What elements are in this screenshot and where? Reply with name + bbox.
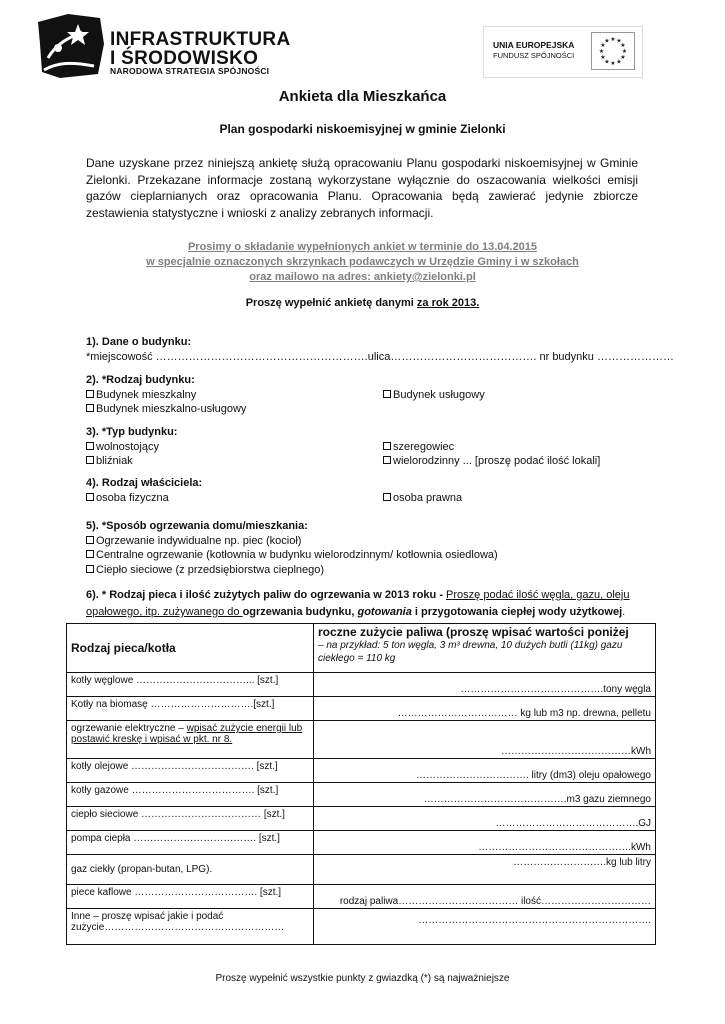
page-title: Ankieta dla Mieszkańca (278, 88, 447, 105)
logo-eu (483, 26, 643, 78)
notice-line1: Prosimy o składanie wypełnionych ankiet w terminie do 13.04.2015 (187, 241, 538, 253)
table-row (67, 783, 656, 807)
q4-heading: 4). Rodzaj właściciela: (86, 477, 203, 489)
q3-option-multi-family[interactable]: wielorodzinny ... [proszę podać ilość lokali] (383, 454, 600, 469)
svg-text:★: ★ (604, 37, 610, 45)
svg-text:★: ★ (600, 42, 606, 49)
q5-heading: 5). *Sposób ogrzewania domu/mieszkania: (86, 520, 308, 532)
furnace-heat-pump: pompa ciepła ………………………………. [szt.] (67, 831, 314, 855)
table-row (67, 807, 656, 831)
eu-stars-flag-icon (591, 32, 635, 70)
consumption-input[interactable]: …………………………………kWh (314, 721, 656, 759)
notice-line3: oraz mailowo na adres: ankiety@zielonki.pl (249, 271, 476, 283)
svg-text:★: ★ (610, 60, 616, 67)
q6-question: 6). * Rodzaj pieca i ilość zużytych paliw do ogrzewania w 2013 roku - Proszę podać ilość węgla, gazu, oleju opałowego, itp. zużywanego do ogrzewania budynku, gotowania i przygotowania ciepłej wody użytkowej. (86, 589, 630, 618)
consumption-input[interactable]: ……………………………………….kWh (314, 831, 656, 855)
svg-text:★: ★ (616, 37, 622, 45)
furnace-gas: kotły gazowe ………………………………. [szt.] (67, 783, 314, 807)
logo-eu-line1: UNIA EUROPEJSKA (493, 40, 575, 50)
checkbox-icon[interactable] (86, 493, 94, 501)
logo-eu-line2: FUNDUSZ SPÓJNOŚCI (493, 51, 575, 60)
consumption-input[interactable]: rodzaj paliwa……………………………… ilość…………………………… (314, 885, 656, 909)
section-building-kind (86, 373, 485, 417)
checkbox-icon[interactable] (86, 565, 94, 573)
notice-line2: w specjalnie oznaczonych skrzynkach podawczych w Urzędzie Gminy i w szkołach (146, 256, 579, 268)
table-row (67, 673, 656, 697)
checkbox-icon[interactable] (86, 550, 94, 558)
q2-option-service[interactable]: Budynek usługowy (383, 388, 485, 403)
q1-address-fields[interactable]: *miejscowość ………………………………………………….ulica…………………………………. nr budynku ………………… (86, 350, 674, 363)
section-building-type (86, 425, 601, 469)
logo-line2: I ŚRODOWISKO (110, 48, 259, 69)
checkbox-icon[interactable] (86, 404, 94, 412)
table-header-furnace-type: Rodzaj pieca/kotła (67, 624, 314, 673)
consumption-input[interactable]: ……………………………… kg lub m3 np. drewna, pelletu (314, 697, 656, 721)
table-row (67, 759, 656, 783)
checkbox-icon[interactable] (86, 456, 94, 464)
section-owner-type (86, 476, 463, 505)
svg-text:★: ★ (610, 36, 616, 43)
logo-star-emblem-icon (38, 14, 106, 78)
svg-text:★: ★ (600, 54, 606, 61)
consumption-input[interactable]: …………………………………….m3 gazu ziemnego (314, 783, 656, 807)
furnace-electric: ogrzewanie elektryczne – wpisać zużycie energii lub postawić kreskę i wpisać w pkt. nr 8. (67, 721, 314, 759)
logo-infrastruktura (38, 14, 291, 80)
svg-text:★: ★ (616, 58, 622, 66)
q4-option-natural-person[interactable]: osoba fizyczna (86, 492, 169, 504)
year-prompt: Proszę wypełnić ankietę danymi za rok 2013. (245, 297, 480, 309)
table-row (67, 721, 656, 759)
footer-note: Proszę wypełnić wszystkie punkty z gwiazdką (*) są najważniejsze (215, 973, 510, 984)
submission-notice (0, 240, 725, 285)
q3-option-detached[interactable]: wolnostojący (86, 441, 159, 453)
q3-heading: 3). *Typ budynku: (86, 426, 178, 438)
table-row (67, 909, 656, 945)
q5-option-individual[interactable]: Ogrzewanie indywidualne np. piec (kocioł) (86, 534, 498, 549)
checkbox-icon[interactable] (86, 390, 94, 398)
furnace-district-heat: ciepło sieciowe ……………………………… [szt.] (67, 807, 314, 831)
checkbox-icon[interactable] (383, 456, 391, 464)
furnace-oil: kotły olejowe ………………………………. [szt.] (67, 759, 314, 783)
q2-option-residential[interactable]: Budynek mieszkalny (86, 389, 196, 401)
checkbox-icon[interactable] (86, 442, 94, 450)
q4-option-legal-person[interactable]: osoba prawna (383, 491, 462, 506)
consumption-input[interactable]: ……………………………………………………………. (314, 909, 656, 945)
svg-text:★: ★ (621, 48, 628, 55)
checkbox-icon[interactable] (383, 493, 391, 501)
q2-option-mixed[interactable]: Budynek mieszkalno-usługowy (86, 403, 246, 415)
svg-text:★: ★ (604, 58, 610, 66)
consumption-input[interactable]: …………………………………….GJ (314, 807, 656, 831)
table-row (67, 697, 656, 721)
svg-text:★: ★ (620, 42, 626, 49)
logo-subtitle: NARODOWA STRATEGIA SPÓJNOŚCI (110, 66, 270, 76)
logo-line1: INFRASTRUKTURA (110, 29, 291, 50)
table-row (67, 831, 656, 855)
q5-option-central[interactable]: Centralne ogrzewanie (kotłownia w budynku wielorodzinnym/ kotłownia osiedlowa) (86, 548, 498, 563)
section-heating-method (86, 519, 498, 577)
checkbox-icon[interactable] (383, 442, 391, 450)
checkbox-icon[interactable] (86, 536, 94, 544)
q5-option-district[interactable]: Ciepło sieciowe (z przedsiębiorstwa cieplnego) (86, 563, 498, 578)
checkbox-icon[interactable] (383, 390, 391, 398)
table-row (67, 885, 656, 909)
furnace-tile-stove: piece kaflowe ………………………………. [szt.] (67, 885, 314, 909)
furnace-coal: kotły węglowe ……………………………... [szt.] (67, 673, 314, 697)
q1-heading: 1). Dane o budynku: (86, 336, 192, 348)
intro-paragraph: Dane uzyskane przez niniejszą ankietę służą opracowaniu Planu gospodarki niskoemisyjnej w Gminie Zielonki. Przekazane informacje zostaną wykorzystane wyłącznie do oszacowania wielkości emisji gazów cieplarnianych oraz opracowania Planu. Opracowania będą zawierać jedynie zbiorcze zestawienia statystyczne i wnioski z analizy zebranych informacji. (86, 156, 638, 220)
consumption-input[interactable]: …………………………………….tony węgla (314, 673, 656, 697)
table-header-row (67, 624, 656, 673)
furnace-biomass: Kotły na biomasę ………………………….[szt.] (67, 697, 314, 721)
year-value: za rok 2013. (416, 297, 480, 309)
consumption-input[interactable]: ……………………………. litry (dm3) oleju opałowego (314, 759, 656, 783)
svg-text:★: ★ (620, 54, 626, 61)
furnace-other[interactable]: Inne – proszę wpisać jakie i podać zużycie……………………………………………… (67, 909, 314, 945)
page-subtitle: Plan gospodarki niskoemisyjnej w gminie Zielonki (219, 122, 506, 136)
section-building-data (86, 335, 674, 364)
q2-heading: 2). *Rodzaj budynku: (86, 374, 195, 386)
table-header-consumption: roczne zużycie paliwa (proszę wpisać wartości poniżej – na przykład: 5 ton węgla, 3 m³ drewna, 10 dużych butli (11kg) gazu ciekłego = 110 kg (314, 624, 656, 673)
svg-text:★: ★ (598, 48, 605, 55)
fuel-consumption-table (66, 623, 656, 945)
consumption-input[interactable]: ……………………….kg lub litry (314, 855, 656, 885)
furnace-lpg: gaz ciekły (propan-butan, LPG). (67, 855, 314, 885)
table-row (67, 855, 656, 885)
q3-option-semi-detached[interactable]: bliźniak (86, 455, 133, 467)
q3-option-terraced[interactable]: szeregowiec (383, 440, 454, 455)
